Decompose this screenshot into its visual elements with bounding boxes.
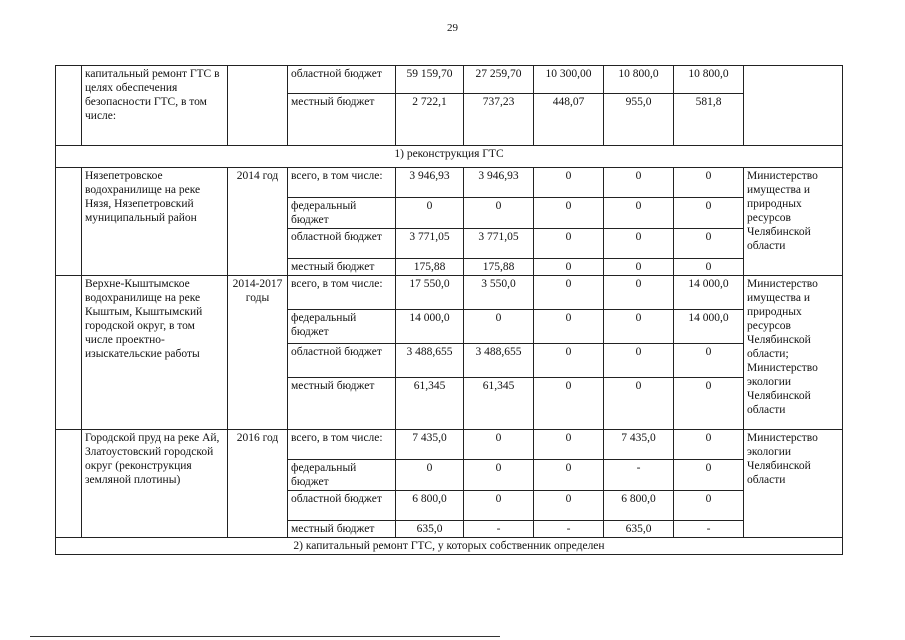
amount-cell: 0 xyxy=(464,491,534,521)
funding-source: федеральный бюджет xyxy=(288,198,396,229)
amount-cell: 0 xyxy=(534,460,604,491)
amount-cell: 581,8 xyxy=(674,94,744,146)
amount-cell: 635,0 xyxy=(604,521,674,538)
bottom-rule xyxy=(30,636,500,637)
amount-cell: 0 xyxy=(604,310,674,344)
amount-cell: 3 550,0 xyxy=(464,276,534,310)
amount-cell: 10 800,0 xyxy=(604,66,674,94)
funding-source: федеральный бюджет xyxy=(288,460,396,491)
amount-cell: 0 xyxy=(396,198,464,229)
row-index-cell xyxy=(56,430,82,538)
amount-cell: 3 488,655 xyxy=(396,344,464,378)
amount-cell: 0 xyxy=(534,276,604,310)
amount-cell: 7 435,0 xyxy=(604,430,674,460)
amount-cell: 0 xyxy=(674,344,744,378)
amount-cell: 14 000,0 xyxy=(674,276,744,310)
amount-cell: 448,07 xyxy=(534,94,604,146)
page-number: 29 xyxy=(447,22,458,34)
section-heading: 2) капитальный ремонт ГТС, у которых собственник определен xyxy=(56,538,843,555)
amount-cell: 737,23 xyxy=(464,94,534,146)
funding-source: всего, в том числе: xyxy=(288,430,396,460)
funding-source: областной бюджет xyxy=(288,66,396,94)
amount-cell: 59 159,70 xyxy=(396,66,464,94)
amount-cell: 0 xyxy=(464,430,534,460)
row-index-cell xyxy=(56,66,82,146)
amount-cell: 635,0 xyxy=(396,521,464,538)
amount-cell: 0 xyxy=(534,344,604,378)
amount-cell: 0 xyxy=(604,344,674,378)
period-cell xyxy=(228,66,288,146)
responsible-ministry: Министерство имущества и природных ресурсов Челябинской области xyxy=(744,168,843,276)
funding-source: местный бюджет xyxy=(288,378,396,430)
amount-cell: 10 800,0 xyxy=(674,66,744,94)
object-name: капитальный ремонт ГТС в целях обеспечения безопасности ГТС, в том числе: xyxy=(82,66,228,146)
amount-cell: 6 800,0 xyxy=(604,491,674,521)
amount-cell: 0 xyxy=(534,168,604,198)
amount-cell: 0 xyxy=(674,460,744,491)
object-name: Нязепетровское водохранилище на реке Нязя, Нязепетровский муниципальный район xyxy=(82,168,228,276)
amount-cell: 0 xyxy=(674,430,744,460)
amount-cell: 0 xyxy=(534,491,604,521)
funding-source: областной бюджет xyxy=(288,491,396,521)
table-row xyxy=(56,430,843,460)
table-row xyxy=(56,276,843,310)
funding-source: областной бюджет xyxy=(288,344,396,378)
amount-cell: 0 xyxy=(674,229,744,259)
amount-cell: 14 000,0 xyxy=(674,310,744,344)
amount-cell: 0 xyxy=(674,491,744,521)
amount-cell: 0 xyxy=(674,259,744,276)
amount-cell: 0 xyxy=(604,259,674,276)
section-heading: 1) реконструкция ГТС xyxy=(56,146,843,168)
budget-table xyxy=(55,65,843,555)
amount-cell: 0 xyxy=(604,198,674,229)
amount-cell: 61,345 xyxy=(464,378,534,430)
row-index-cell xyxy=(56,168,82,276)
period-cell: 2014 год xyxy=(228,168,288,276)
row-index-cell xyxy=(56,276,82,430)
amount-cell: 7 435,0 xyxy=(396,430,464,460)
amount-cell: 0 xyxy=(604,168,674,198)
amount-cell: 10 300,00 xyxy=(534,66,604,94)
amount-cell: 27 259,70 xyxy=(464,66,534,94)
responsible-ministry: Министерство имущества и природных ресурсов Челябинской области; Министерство экологии Челябинской области xyxy=(744,276,843,430)
amount-cell: - xyxy=(534,521,604,538)
amount-cell: 14 000,0 xyxy=(396,310,464,344)
amount-cell: 0 xyxy=(464,460,534,491)
amount-cell: 6 800,0 xyxy=(396,491,464,521)
object-name: Верхне-Кыштымское водохранилище на реке Кыштым, Кыштымский городской округ, в том числе проектно-изыскательские работы xyxy=(82,276,228,430)
period-cell: 2016 год xyxy=(228,430,288,538)
amount-cell: 3 771,05 xyxy=(464,229,534,259)
amount-cell: - xyxy=(464,521,534,538)
funding-source: всего, в том числе: xyxy=(288,168,396,198)
section-row xyxy=(56,146,843,168)
amount-cell: 0 xyxy=(464,198,534,229)
amount-cell: 0 xyxy=(604,276,674,310)
amount-cell: 0 xyxy=(674,378,744,430)
funding-source: местный бюджет xyxy=(288,94,396,146)
amount-cell: 3 488,655 xyxy=(464,344,534,378)
amount-cell: 0 xyxy=(604,378,674,430)
responsible-ministry: Министерство экологии Челябинской области xyxy=(744,430,843,538)
section-row xyxy=(56,538,843,555)
table-row xyxy=(56,168,843,198)
amount-cell: 0 xyxy=(534,430,604,460)
amount-cell: 2 722,1 xyxy=(396,94,464,146)
funding-source: областной бюджет xyxy=(288,229,396,259)
amount-cell: 0 xyxy=(534,198,604,229)
amount-cell: 0 xyxy=(534,310,604,344)
amount-cell: 0 xyxy=(464,310,534,344)
funding-source: местный бюджет xyxy=(288,259,396,276)
amount-cell: 0 xyxy=(534,229,604,259)
table-row xyxy=(56,66,843,94)
amount-cell: 0 xyxy=(674,198,744,229)
amount-cell: 175,88 xyxy=(464,259,534,276)
amount-cell: - xyxy=(604,460,674,491)
object-name: Городской пруд на реке Ай, Златоустовский городской округ (реконструкция земляной плотины) xyxy=(82,430,228,538)
amount-cell: 0 xyxy=(396,460,464,491)
funding-source: всего, в том числе: xyxy=(288,276,396,310)
amount-cell: 0 xyxy=(534,378,604,430)
responsible-ministry xyxy=(744,66,843,146)
amount-cell: 3 946,93 xyxy=(396,168,464,198)
funding-source: местный бюджет xyxy=(288,521,396,538)
amount-cell: 61,345 xyxy=(396,378,464,430)
amount-cell: 3 771,05 xyxy=(396,229,464,259)
amount-cell: 175,88 xyxy=(396,259,464,276)
amount-cell: 0 xyxy=(604,229,674,259)
funding-source: федеральный бюджет xyxy=(288,310,396,344)
amount-cell: 0 xyxy=(534,259,604,276)
amount-cell: - xyxy=(674,521,744,538)
amount-cell: 3 946,93 xyxy=(464,168,534,198)
amount-cell: 955,0 xyxy=(604,94,674,146)
amount-cell: 0 xyxy=(674,168,744,198)
period-cell: 2014-2017 годы xyxy=(228,276,288,430)
amount-cell: 17 550,0 xyxy=(396,276,464,310)
